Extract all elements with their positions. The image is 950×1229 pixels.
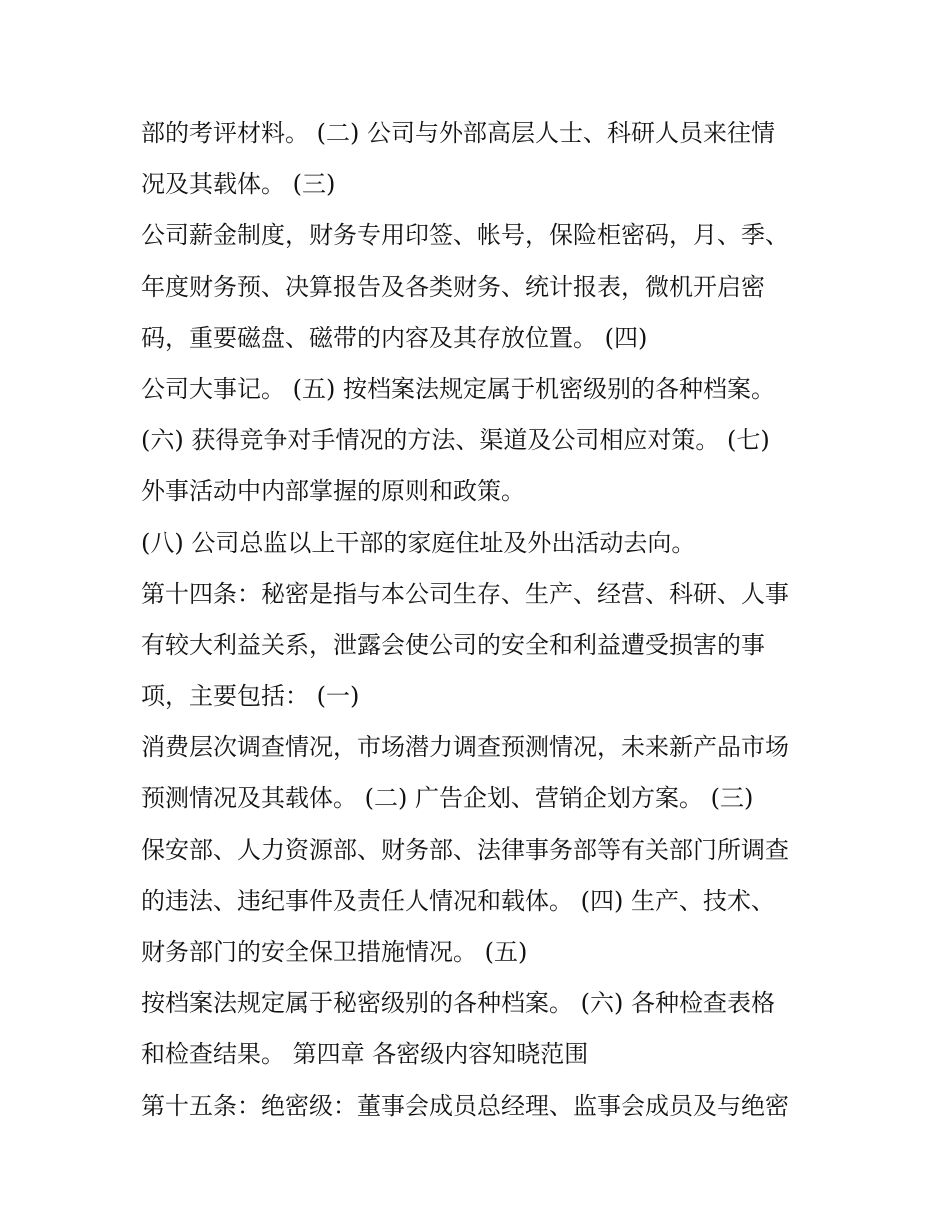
text-line: 第十四条：秘密是指与本公司生存、生产、经营、科研、人事 [141,579,789,608]
text-line: 公司薪金制度，财务专用印签、帐号，保险柜密码，月、季、 [141,221,789,250]
text-line: 按档案法规定属于秘密级别的各种档案。 (六) 各种检查表格 [141,989,775,1018]
text-line: (六) 获得竞争对手情况的方法、渠道及公司相应对策。 (七) [141,426,770,455]
text-line: 况及其载体。 (三) [141,170,336,199]
text-line: 外事活动中内部掌握的原则和政策。 [141,477,525,506]
text-line: 财务部门的安全保卫措施情况。 (五) [141,938,528,966]
text-line: 部的考评材料。 (二) 公司与外部高层人士、科研人员来往情 [141,119,775,147]
text-line: 码，重要磁盘、磁带的内容及其存放位置。 (四) [141,323,648,352]
text-line: 的违法、违纪事件及责任人情况和载体。 (四) 生产、技术、 [141,886,775,915]
text-line: 保安部、人力资源部、财务部、法律事务部等有关部门所调查 [141,835,789,864]
document-body [141,108,831,1132]
text-line: 消费层次调查情况，市场潜力调查预测情况，未来新产品市场 [141,733,789,762]
text-line: 有较大利益关系，泄露会使公司的安全和利益遭受损害的事 [141,630,765,659]
text-line: 第十五条：绝密级：董事会成员总经理、监事会成员及与绝密 [141,1091,789,1120]
text-line: (八) 公司总监以上干部的家庭住址及外出活动去向。 [141,528,696,557]
text-line: 年度财务预、决算报告及各类财务、统计报表，微机开启密 [141,272,765,301]
text-line: 公司大事记。 (五) 按档案法规定属于机密级别的各种档案。 [141,374,775,403]
text-line: 和检查结果。 第四章 各密级内容知晓范围 [141,1040,589,1069]
text-line: 项，主要包括： (一) [141,682,360,711]
text-line: 预测情况及其载体。 (二) 广告企划、营销企划方案。 (三) [141,784,754,813]
